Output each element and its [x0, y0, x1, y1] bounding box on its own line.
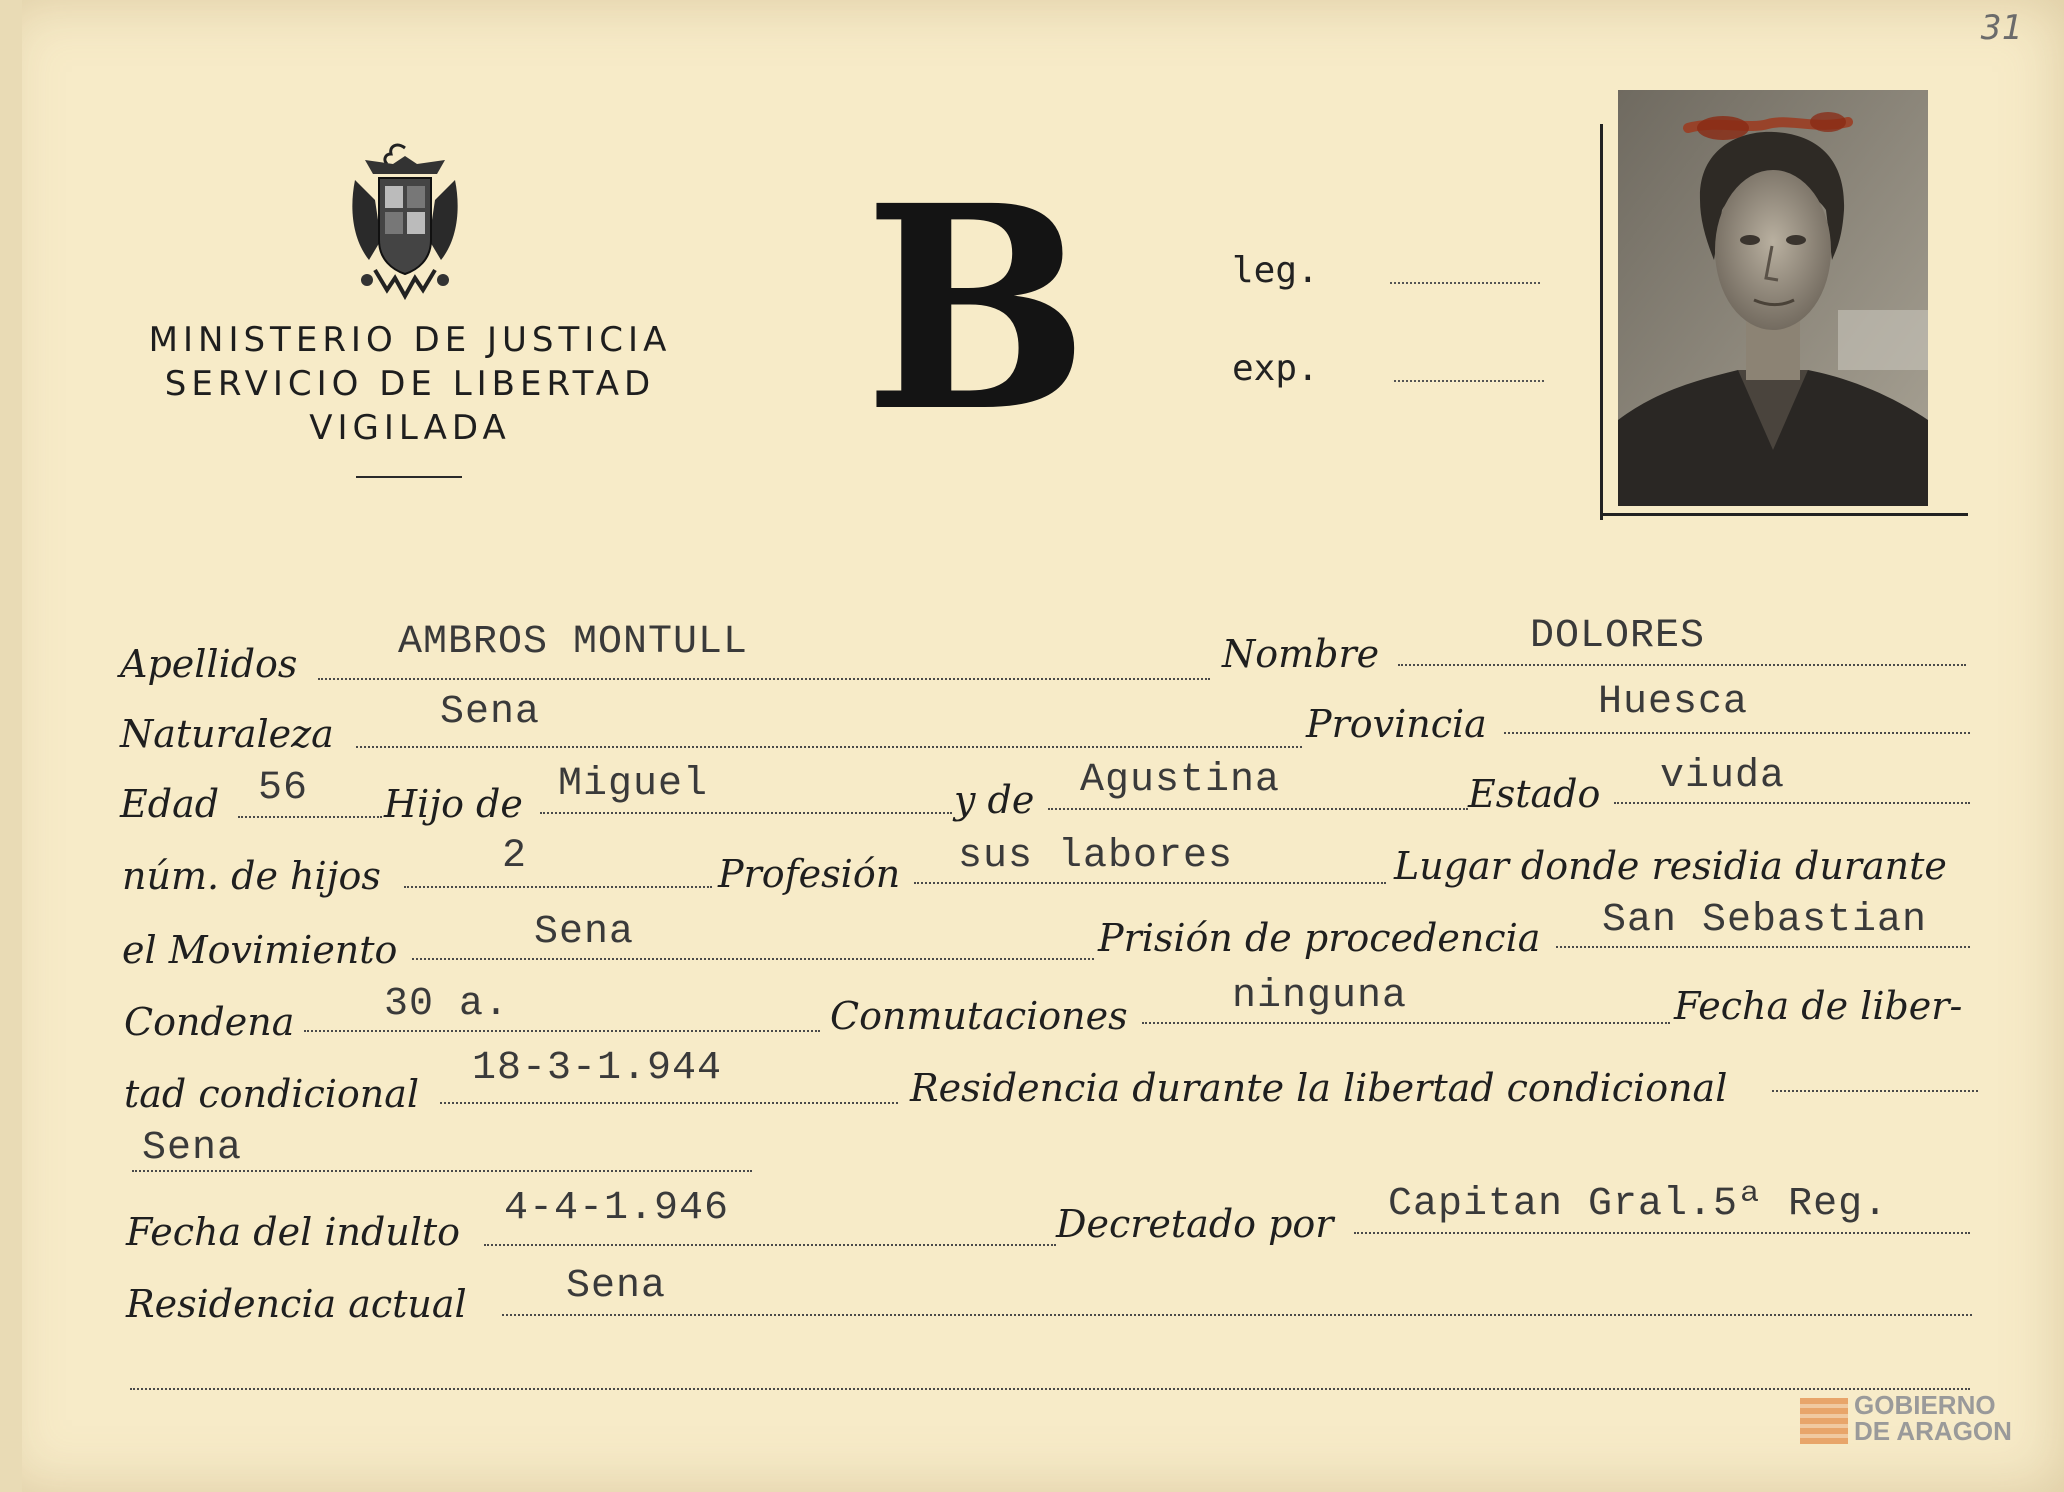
fecha-libertad-label-1: Fecha de liber-	[1674, 984, 1963, 1028]
apellidos-field[interactable]	[318, 678, 1210, 680]
indulto-label: Fecha del indulto	[126, 1210, 461, 1254]
ministry-heading	[90, 318, 730, 450]
estado-field[interactable]	[1614, 802, 1970, 804]
fecha-libertad-label-2: tad condicional	[124, 1072, 420, 1116]
logo-line-2: DE ARAGON	[1854, 1416, 2012, 1446]
condena-label: Condena	[124, 1000, 295, 1044]
photo-frame-left	[1600, 124, 1603, 520]
exp-label: exp.	[1232, 348, 1319, 389]
nombre-field[interactable]	[1398, 664, 1966, 666]
num-hijos-field[interactable]	[404, 886, 712, 888]
madre-value: Agustina	[1080, 758, 1281, 803]
apellidos-value: AMBROS MONTULL	[398, 620, 749, 665]
num-hijos-value: 2	[502, 834, 528, 879]
aragon-flag-icon	[1800, 1398, 1848, 1444]
num-hijos-label: núm. de hijos	[122, 854, 381, 898]
corner-number: 31	[1981, 8, 2022, 48]
category-letter: B	[864, 145, 1089, 474]
blank-line[interactable]	[130, 1388, 1970, 1390]
exp-field[interactable]	[1394, 380, 1544, 382]
indulto-value: 4-4-1.946	[504, 1186, 730, 1231]
residencia-condicional-field[interactable]	[1772, 1090, 1978, 1092]
leg-label: leg.	[1232, 250, 1319, 291]
apellidos-label: Apellidos	[120, 642, 298, 686]
coat-of-arms-icon	[345, 140, 465, 300]
profesion-field[interactable]	[914, 882, 1386, 884]
estado-label: Estado	[1468, 772, 1601, 816]
edad-value: 56	[258, 766, 309, 811]
residencia-actual-value: Sena	[566, 1264, 667, 1309]
hijo-de-label: Hijo de	[384, 782, 523, 826]
residencia-condicional-label: Residencia durante la libertad condicional	[910, 1066, 1728, 1110]
naturaleza-field[interactable]	[356, 746, 1302, 748]
naturaleza-value: Sena	[440, 690, 541, 735]
edad-field[interactable]	[238, 816, 382, 818]
movimiento-label: el Movimiento	[122, 928, 398, 972]
gobierno-aragon-logo	[1800, 1392, 2040, 1448]
estado-value: viuda	[1660, 754, 1786, 799]
padre-field[interactable]	[540, 812, 952, 814]
decretado-value: Capitan Gral.5ª Reg.	[1388, 1182, 1889, 1227]
portrait-photo	[1618, 90, 1928, 506]
logo-text	[1854, 1392, 2012, 1444]
heading-rule	[356, 476, 462, 478]
prision-value: San Sebastian	[1602, 898, 1928, 943]
nombre-label: Nombre	[1222, 632, 1380, 676]
condena-field[interactable]	[304, 1030, 820, 1032]
prision-field[interactable]	[1556, 946, 1970, 948]
residencia-condicional-value: Sena	[142, 1126, 243, 1171]
residencia-actual-label: Residencia actual	[126, 1282, 467, 1326]
condena-value: 30 a.	[384, 982, 510, 1027]
decretado-label: Decretado por	[1056, 1202, 1334, 1246]
conmutaciones-value: ninguna	[1232, 974, 1408, 1019]
edad-label: Edad	[120, 782, 220, 826]
lugar-label: Lugar donde residia durante	[1394, 844, 1947, 888]
provincia-field[interactable]	[1504, 732, 1970, 734]
y-de-label: y de	[954, 778, 1035, 822]
naturaleza-label: Naturaleza	[120, 712, 334, 756]
leg-field[interactable]	[1390, 282, 1540, 284]
decretado-field[interactable]	[1354, 1232, 1970, 1234]
indulto-field[interactable]	[484, 1244, 1056, 1246]
provincia-value: Huesca	[1598, 680, 1749, 725]
profesion-label: Profesión	[718, 852, 901, 896]
conmutaciones-field[interactable]	[1142, 1022, 1670, 1024]
movimiento-field[interactable]	[412, 958, 1094, 960]
padre-value: Miguel	[558, 762, 709, 807]
ministry-line-3: VIGILADA	[309, 408, 511, 448]
conmutaciones-label: Conmutaciones	[830, 994, 1128, 1038]
logo-line-1: GOBIERNO	[1854, 1390, 1996, 1420]
provincia-label: Provincia	[1306, 702, 1487, 746]
madre-field[interactable]	[1048, 808, 1468, 810]
profesion-value: sus labores	[958, 834, 1234, 879]
nombre-value: DOLORES	[1530, 614, 1706, 659]
ministry-line-2: SERVICIO DE LIBERTAD	[164, 364, 656, 404]
card-left-edge	[0, 0, 22, 1492]
photo-frame-bottom	[1600, 513, 1968, 516]
prision-label: Prisión de procedencia	[1098, 916, 1541, 960]
residencia-actual-field[interactable]	[502, 1314, 1972, 1316]
movimiento-value: Sena	[534, 910, 635, 955]
fecha-libertad-value: 18-3-1.944	[472, 1046, 723, 1091]
ministry-line-1: MINISTERIO DE JUSTICIA	[148, 320, 672, 360]
residencia-condicional-continuation[interactable]	[132, 1170, 752, 1172]
fecha-libertad-field[interactable]	[440, 1102, 898, 1104]
